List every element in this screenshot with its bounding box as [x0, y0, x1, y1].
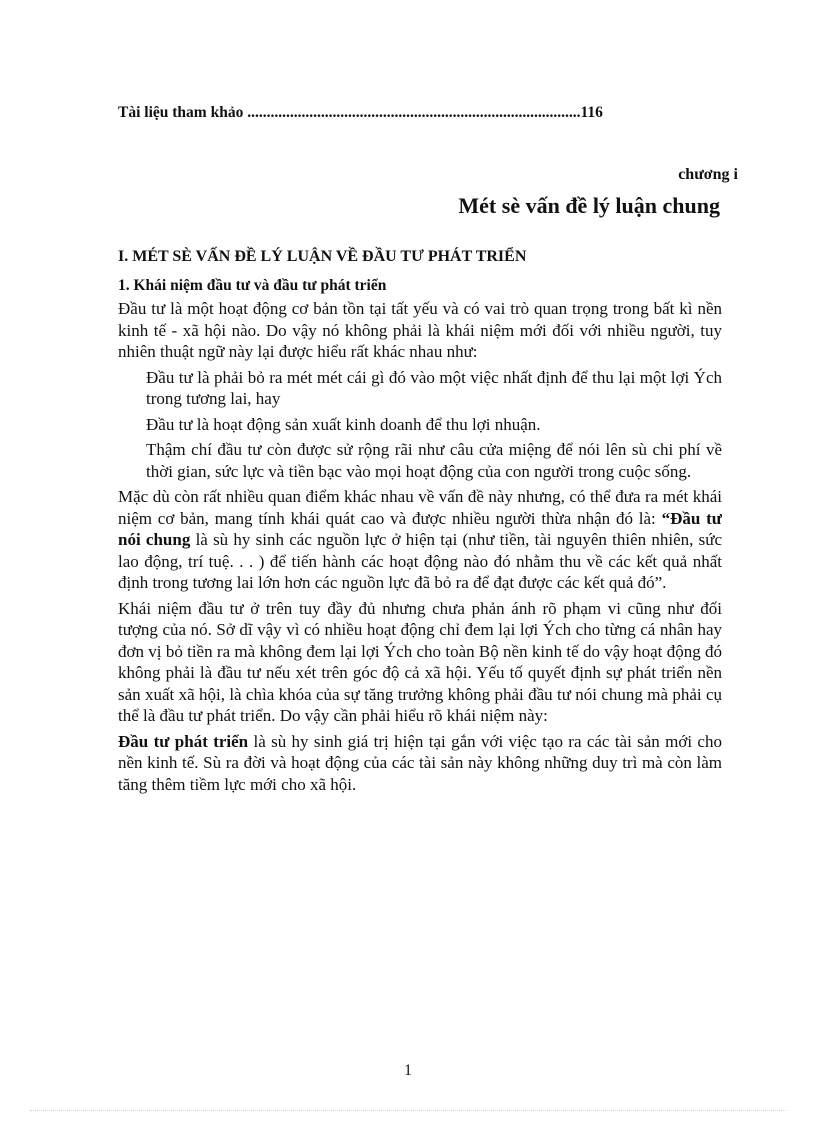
- paragraph-intro: Đầu tư là một hoạt động cơ bản tồn tại tất yếu và có vai trò quan trọng trong bất kì nền kinh tế - xã hội nào. Do vậy nó không phải là khái niệm mới đối với nhiều người, tuy nhiên thuật ngữ này lại được hiểu rất khác nhau như:: [118, 299, 722, 361]
- paragraph-development-investment: [118, 731, 722, 796]
- paragraph-general-investment: [118, 486, 722, 594]
- paragraph-definition-1: Đầu tư là phải bỏ ra mét mét cái gì đó vào một việc nhất định để thu lại một lợi Ých trong tương lai, hay: [146, 367, 722, 408]
- page-number: 1: [404, 1062, 412, 1079]
- term-general-investment: “Đầu tư nói chung: [118, 508, 722, 549]
- paragraph-definition-2: Đầu tư là hoạt động sản xuất kinh doanh để thu lợi nhuận.: [146, 414, 541, 434]
- footer-divider: [30, 1110, 786, 1111]
- paragraph-development-investment-definition: là sù hy sinh giá trị hiện tại gắn với việc tạo ra các tài sản mới cho nền kinh tế. Sù ra đời và hoạt động của các tài sản này không những duy trì mà còn làm tăng thêm tiềm lực mới cho xã hội.: [118, 731, 722, 794]
- body-text: [118, 298, 722, 799]
- paragraph-general-investment-definition: là sù hy sinh các nguồn lực ở hiện tại (như tiền, tài nguyên thiên nhiên, sức lao động, trí tuệ. . . ) để tiến hành các hoạt động nào đó nhằm thu về các kết quả nhất định trong tương lai lớn hơn các nguồn lực đã bỏ ra để đạt được các kết quả đó”.: [118, 530, 722, 592]
- section-heading: I. MÉT SÈ VẤN ĐỀ LÝ LUẬN VỀ ĐẦU TƯ PHÁT TRIỂN: [118, 248, 527, 265]
- term-development-investment: Đầu tư phát triển: [118, 731, 249, 751]
- paragraph-definition-3: Thậm chí đầu tư còn được sử rộng rãi như câu cửa miệng để nói lên sù chi phí về thời gian, sức lực và tiền bạc vào mọi hoạt động của con người trong cuộc sống.: [146, 440, 722, 481]
- paragraph-general-investment-intro: Mặc dù còn rất nhiều quan điểm khác nhau về vấn đề này nhưng, có thể đưa ra mét khái niệm cơ bản, mang tính khái quát cao và được nhiều người thừa nhận đó là:: [118, 487, 722, 528]
- toc-entry-references[interactable]: Tài liệu tham khảo ......................................................................................116: [118, 104, 603, 121]
- subsection-heading: 1. Khái niệm đầu tư và đầu tư phát triển: [118, 277, 387, 294]
- paragraph-scope: Khái niệm đầu tư ở trên tuy đầy đủ nhưng chưa phản ánh rõ phạm vi cũng như đối tượng của nó. Sở dĩ vậy vì có nhiều hoạt động chỉ đem lại lợi Ých cho từng cá nhân hay đơn vị bỏ tiền ra mà không đem lại lợi Ých cho toàn Bộ nền kinh tế do vậy hoạt động đó không phải là đầu tư nếu xét trên góc độ cả xã hội. Yếu tố quyết định sự phát triển nền sản xuất xã hội, là chìa khóa của sự tăng trưởng không phải đầu tư nói chung mà phải cụ thể là đầu tư phát triển. Do vậy cần phải hiểu rõ khái niệm này:: [118, 598, 722, 725]
- chapter-label: chương i: [678, 166, 738, 183]
- chapter-title: Mét sè vấn đề lý luận chung: [458, 193, 720, 218]
